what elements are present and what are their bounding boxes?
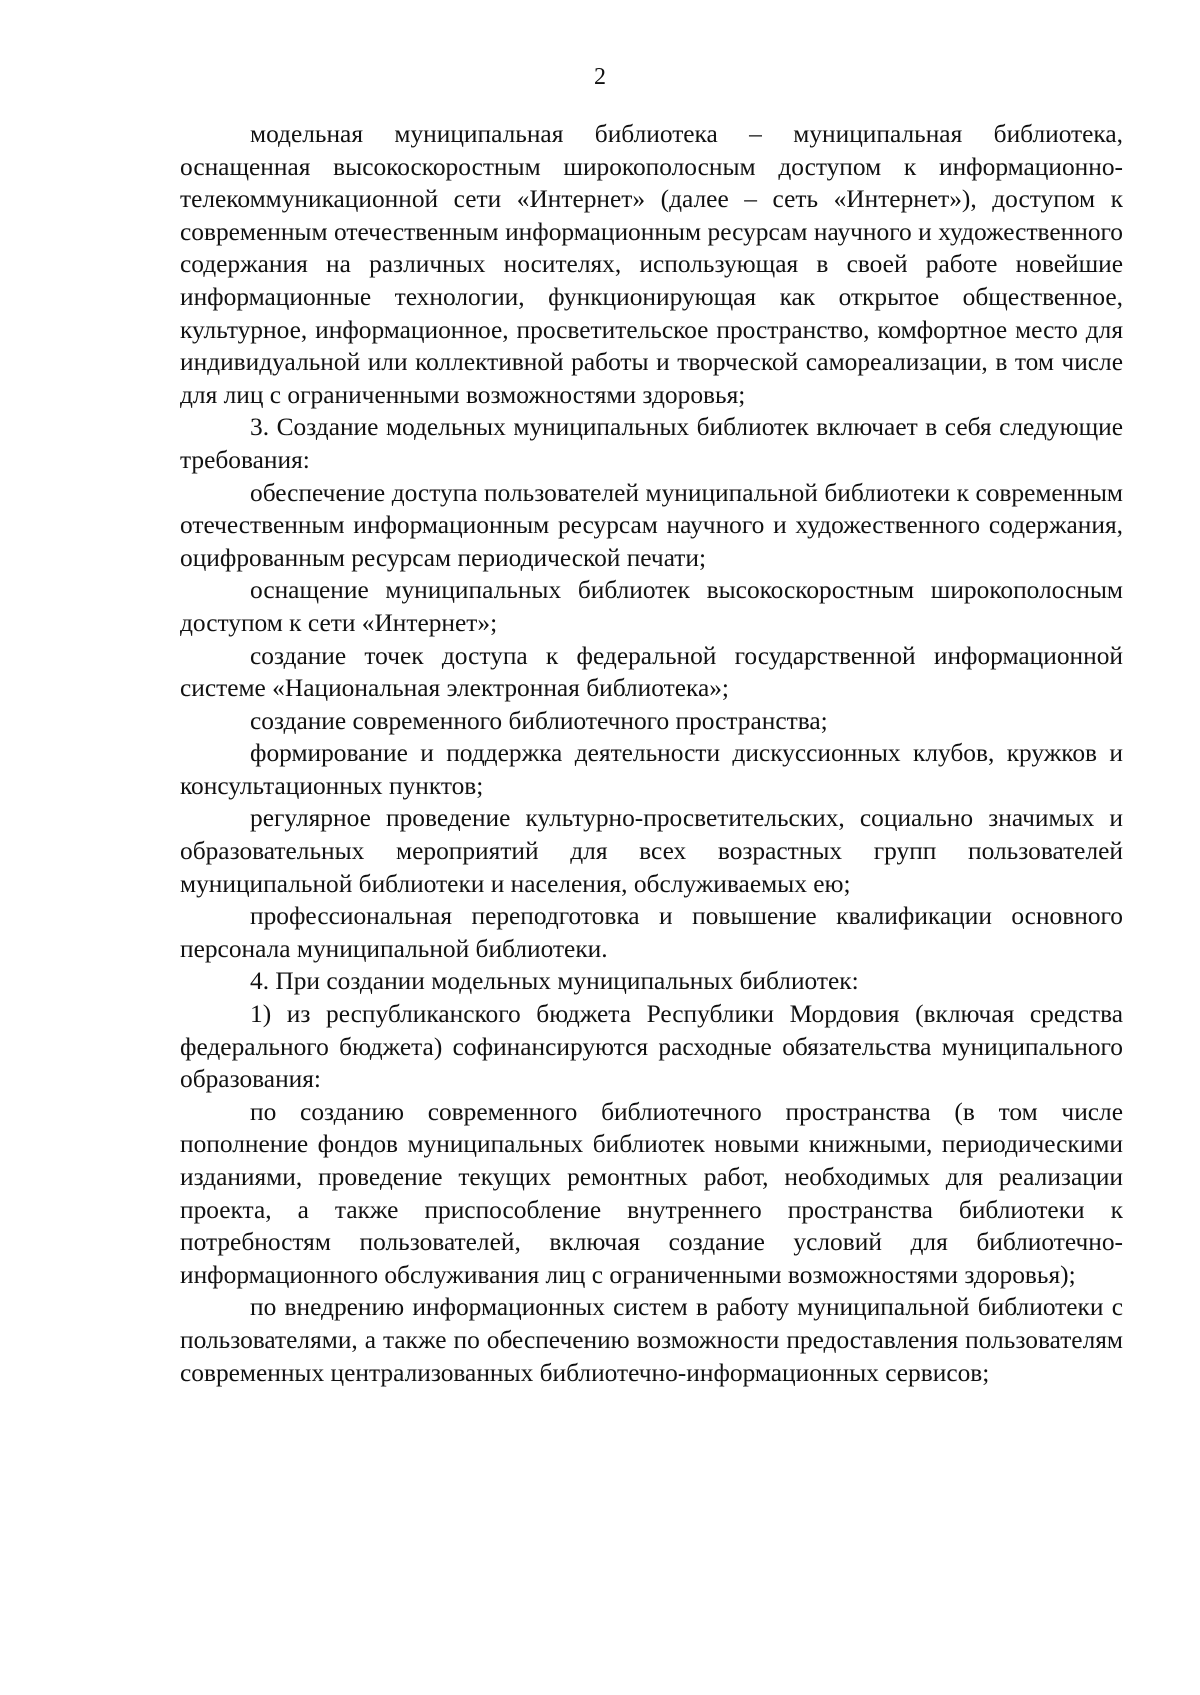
paragraph-requirement: создание современного библиотечного пространства; bbox=[250, 706, 828, 735]
paragraph-item-3: 3. Создание модельных муниципальных библиотек включает в себя следующие требования: bbox=[180, 413, 1123, 474]
paragraph-requirement: профессиональная переподготовка и повышение квалификации основного персонала муниципальной библиотеки. bbox=[180, 902, 1123, 963]
paragraph-subitem-1: 1) из республиканского бюджета Республики Мордовия (включая средства федерального бюджета) софинансируются расходные обязательства муниципального образования: bbox=[180, 1000, 1123, 1094]
paragraph-requirement: формирование и поддержка деятельности дискуссионных клубов, кружков и консультационных пунктов; bbox=[180, 739, 1123, 800]
paragraph-requirement: создание точек доступа к федеральной государственной информационной системе «Национальная электронная библиотека»; bbox=[180, 641, 1123, 703]
paragraph-definition: модельная муниципальная библиотека – муниципальная библиотека, оснащенная высокоскоростным широкополосным доступом к информационно-телекоммуникационной сети «Интернет» (далее – сеть «Интернет»), доступом к современным отечественным информационным ресурсам научного и художественного содержания на различных носителях, использующая в своей работе новейшие информационные технологии, функционирующая как открытое общественное, культурное, информационное, просветительское пространство, комфортное место для индивидуальной или коллективной работы и творческой самореализации, в том числе для лиц с ограниченными возможностями здоровья; bbox=[180, 120, 1123, 409]
paragraph-financing: по созданию современного библиотечного пространства (в том числе пополнение фондов муниципальных библиотек новыми книжными, периодическими изданиями, проведение текущих ремонтных работ, необходимых для реализации проекта, а также приспособление внутреннего пространства библиотеки к потребностям пользователей, включая создание условий для библиотечно-информационного обслуживания лиц с ограниченными возможностями здоровья); bbox=[180, 1097, 1123, 1289]
page-number: 2 bbox=[594, 64, 606, 90]
document-body bbox=[180, 118, 1123, 1389]
paragraph-requirement: регулярное проведение культурно-просветительских, социально значимых и образовательных мероприятий для всех возрастных групп пользователей муниципальной библиотеки и населения, обслуживаемых ею; bbox=[180, 804, 1123, 898]
paragraph-requirement: оснащение муниципальных библиотек высокоскоростным широкополосным доступом к сети «Интернет»; bbox=[180, 576, 1123, 637]
paragraph-financing: по внедрению информационных систем в работу муниципальной библиотеки с пользователями, а также по обеспечению возможности предоставления пользователям современных централизованных библиотечно-информационных сервисов; bbox=[180, 1293, 1123, 1387]
paragraph-item-4: 4. При создании модельных муниципальных библиотек: bbox=[250, 967, 859, 996]
paragraph-requirement: обеспечение доступа пользователей муниципальной библиотеки к современным отечественным информационным ресурсам научного и художественного содержания, оцифрованным ресурсам периодической печати; bbox=[180, 478, 1123, 572]
